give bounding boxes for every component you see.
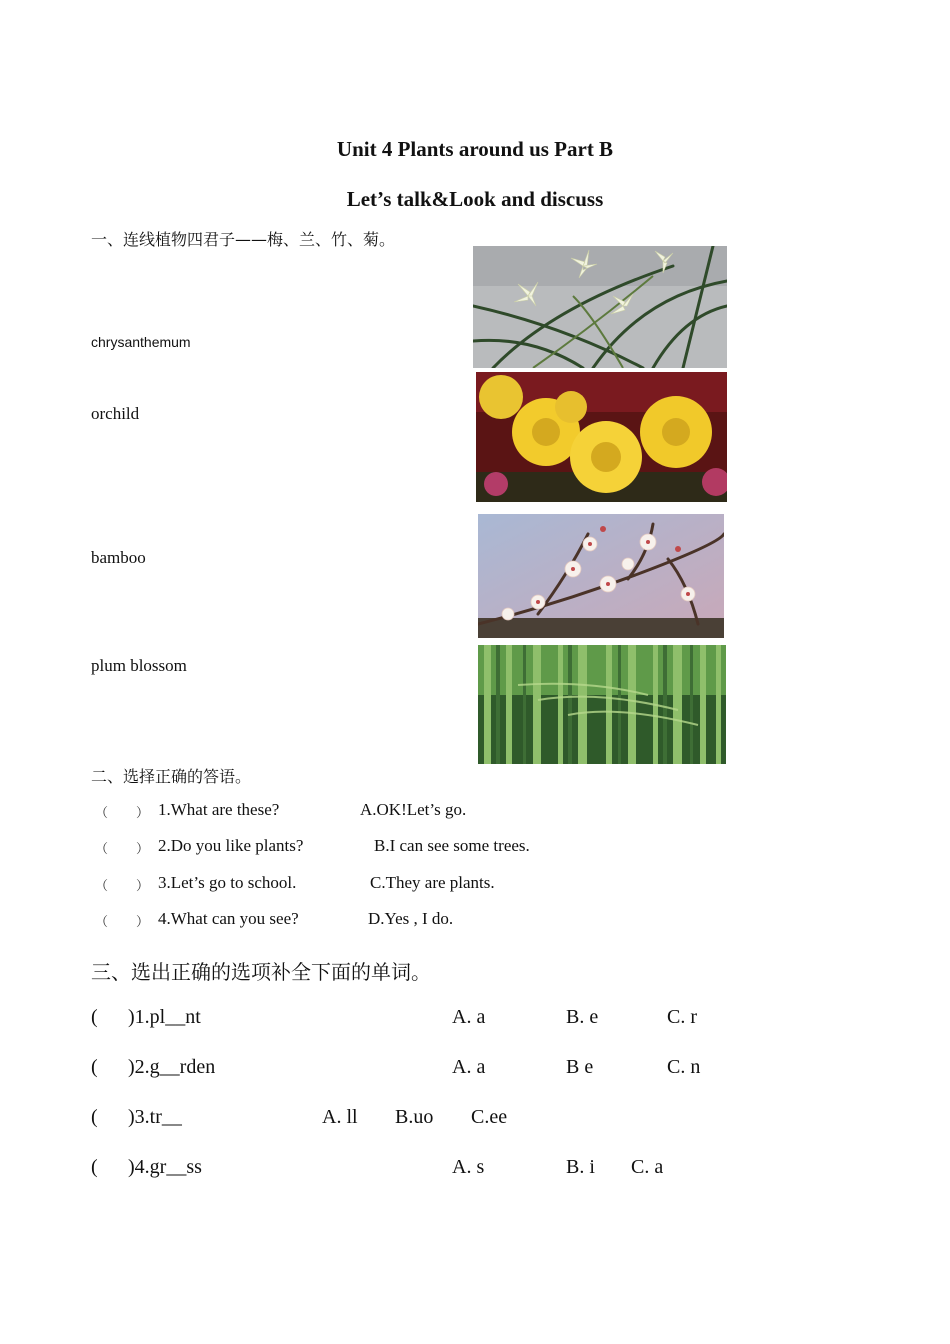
answer-blank-open: （ xyxy=(95,879,109,894)
question-1: 1.What are these? xyxy=(158,800,280,819)
option-c: C.ee xyxy=(471,1106,508,1128)
option-a: A. a xyxy=(452,1006,486,1028)
answer-blank-open: ( xyxy=(91,1056,98,1078)
answer-a: A.OK!Let’s go. xyxy=(360,800,467,819)
answer-blank-open: ( xyxy=(91,1006,98,1028)
option-c: C. n xyxy=(667,1056,701,1078)
word-plum-blossom: plum blossom xyxy=(91,656,187,675)
answer-blank-close: ） xyxy=(136,806,150,821)
option-b: B. i xyxy=(566,1156,595,1178)
answer-blank-close: ） xyxy=(136,879,150,894)
answer-b: B.I can see some trees. xyxy=(374,836,530,855)
page-title: Unit 4 Plants around us Part B xyxy=(336,137,614,161)
option-b: B e xyxy=(566,1056,594,1078)
answer-blank-open: （ xyxy=(95,842,109,857)
answer-blank-open: ( xyxy=(91,1156,98,1178)
option-b: B. e xyxy=(566,1006,599,1028)
option-b: B.uo xyxy=(395,1106,434,1128)
answer-blank-open: （ xyxy=(95,806,109,821)
option-a: A. a xyxy=(452,1056,486,1078)
orchid-photo xyxy=(473,246,727,368)
word-item-2: )2.g__rden xyxy=(128,1056,216,1078)
answer-blank-close: ） xyxy=(136,842,150,857)
word-chrysanthemum: chrysanthemum xyxy=(91,334,191,350)
chrysanthemum-photo xyxy=(476,372,727,502)
option-a: A. s xyxy=(452,1156,485,1178)
answer-blank-open: ( xyxy=(91,1106,98,1128)
word-orchild: orchild xyxy=(91,404,140,423)
section3-heading: 三、选出正确的选项补全下面的单词。 xyxy=(91,960,431,984)
page-subtitle: Let’s talk&Look and discuss xyxy=(346,187,604,211)
word-item-3: )3.tr__ xyxy=(128,1106,182,1128)
section2-heading: 二、选择正确的答语。 xyxy=(91,767,252,786)
word-item-1: )1.pl__nt xyxy=(128,1006,201,1028)
question-4: 4.What can you see? xyxy=(158,909,299,928)
question-2: 2.Do you like plants? xyxy=(158,836,304,855)
word-bamboo: bamboo xyxy=(91,548,146,567)
answer-c: C.They are plants. xyxy=(370,873,495,892)
option-c: C. r xyxy=(667,1006,697,1028)
question-3: 3.Let’s go to school. xyxy=(158,873,297,892)
answer-blank-open: （ xyxy=(95,915,109,930)
plum-blossom-photo xyxy=(478,514,724,638)
bamboo-photo xyxy=(478,645,726,764)
option-a: A. ll xyxy=(322,1106,358,1128)
answer-d: D.Yes , I do. xyxy=(368,909,454,928)
word-item-4: )4.gr__ss xyxy=(128,1156,202,1178)
section1-heading: 一、连线植物四君子——梅、兰、竹、菊。 xyxy=(91,230,396,249)
answer-blank-close: ） xyxy=(136,915,150,930)
option-c: C. a xyxy=(631,1156,664,1178)
